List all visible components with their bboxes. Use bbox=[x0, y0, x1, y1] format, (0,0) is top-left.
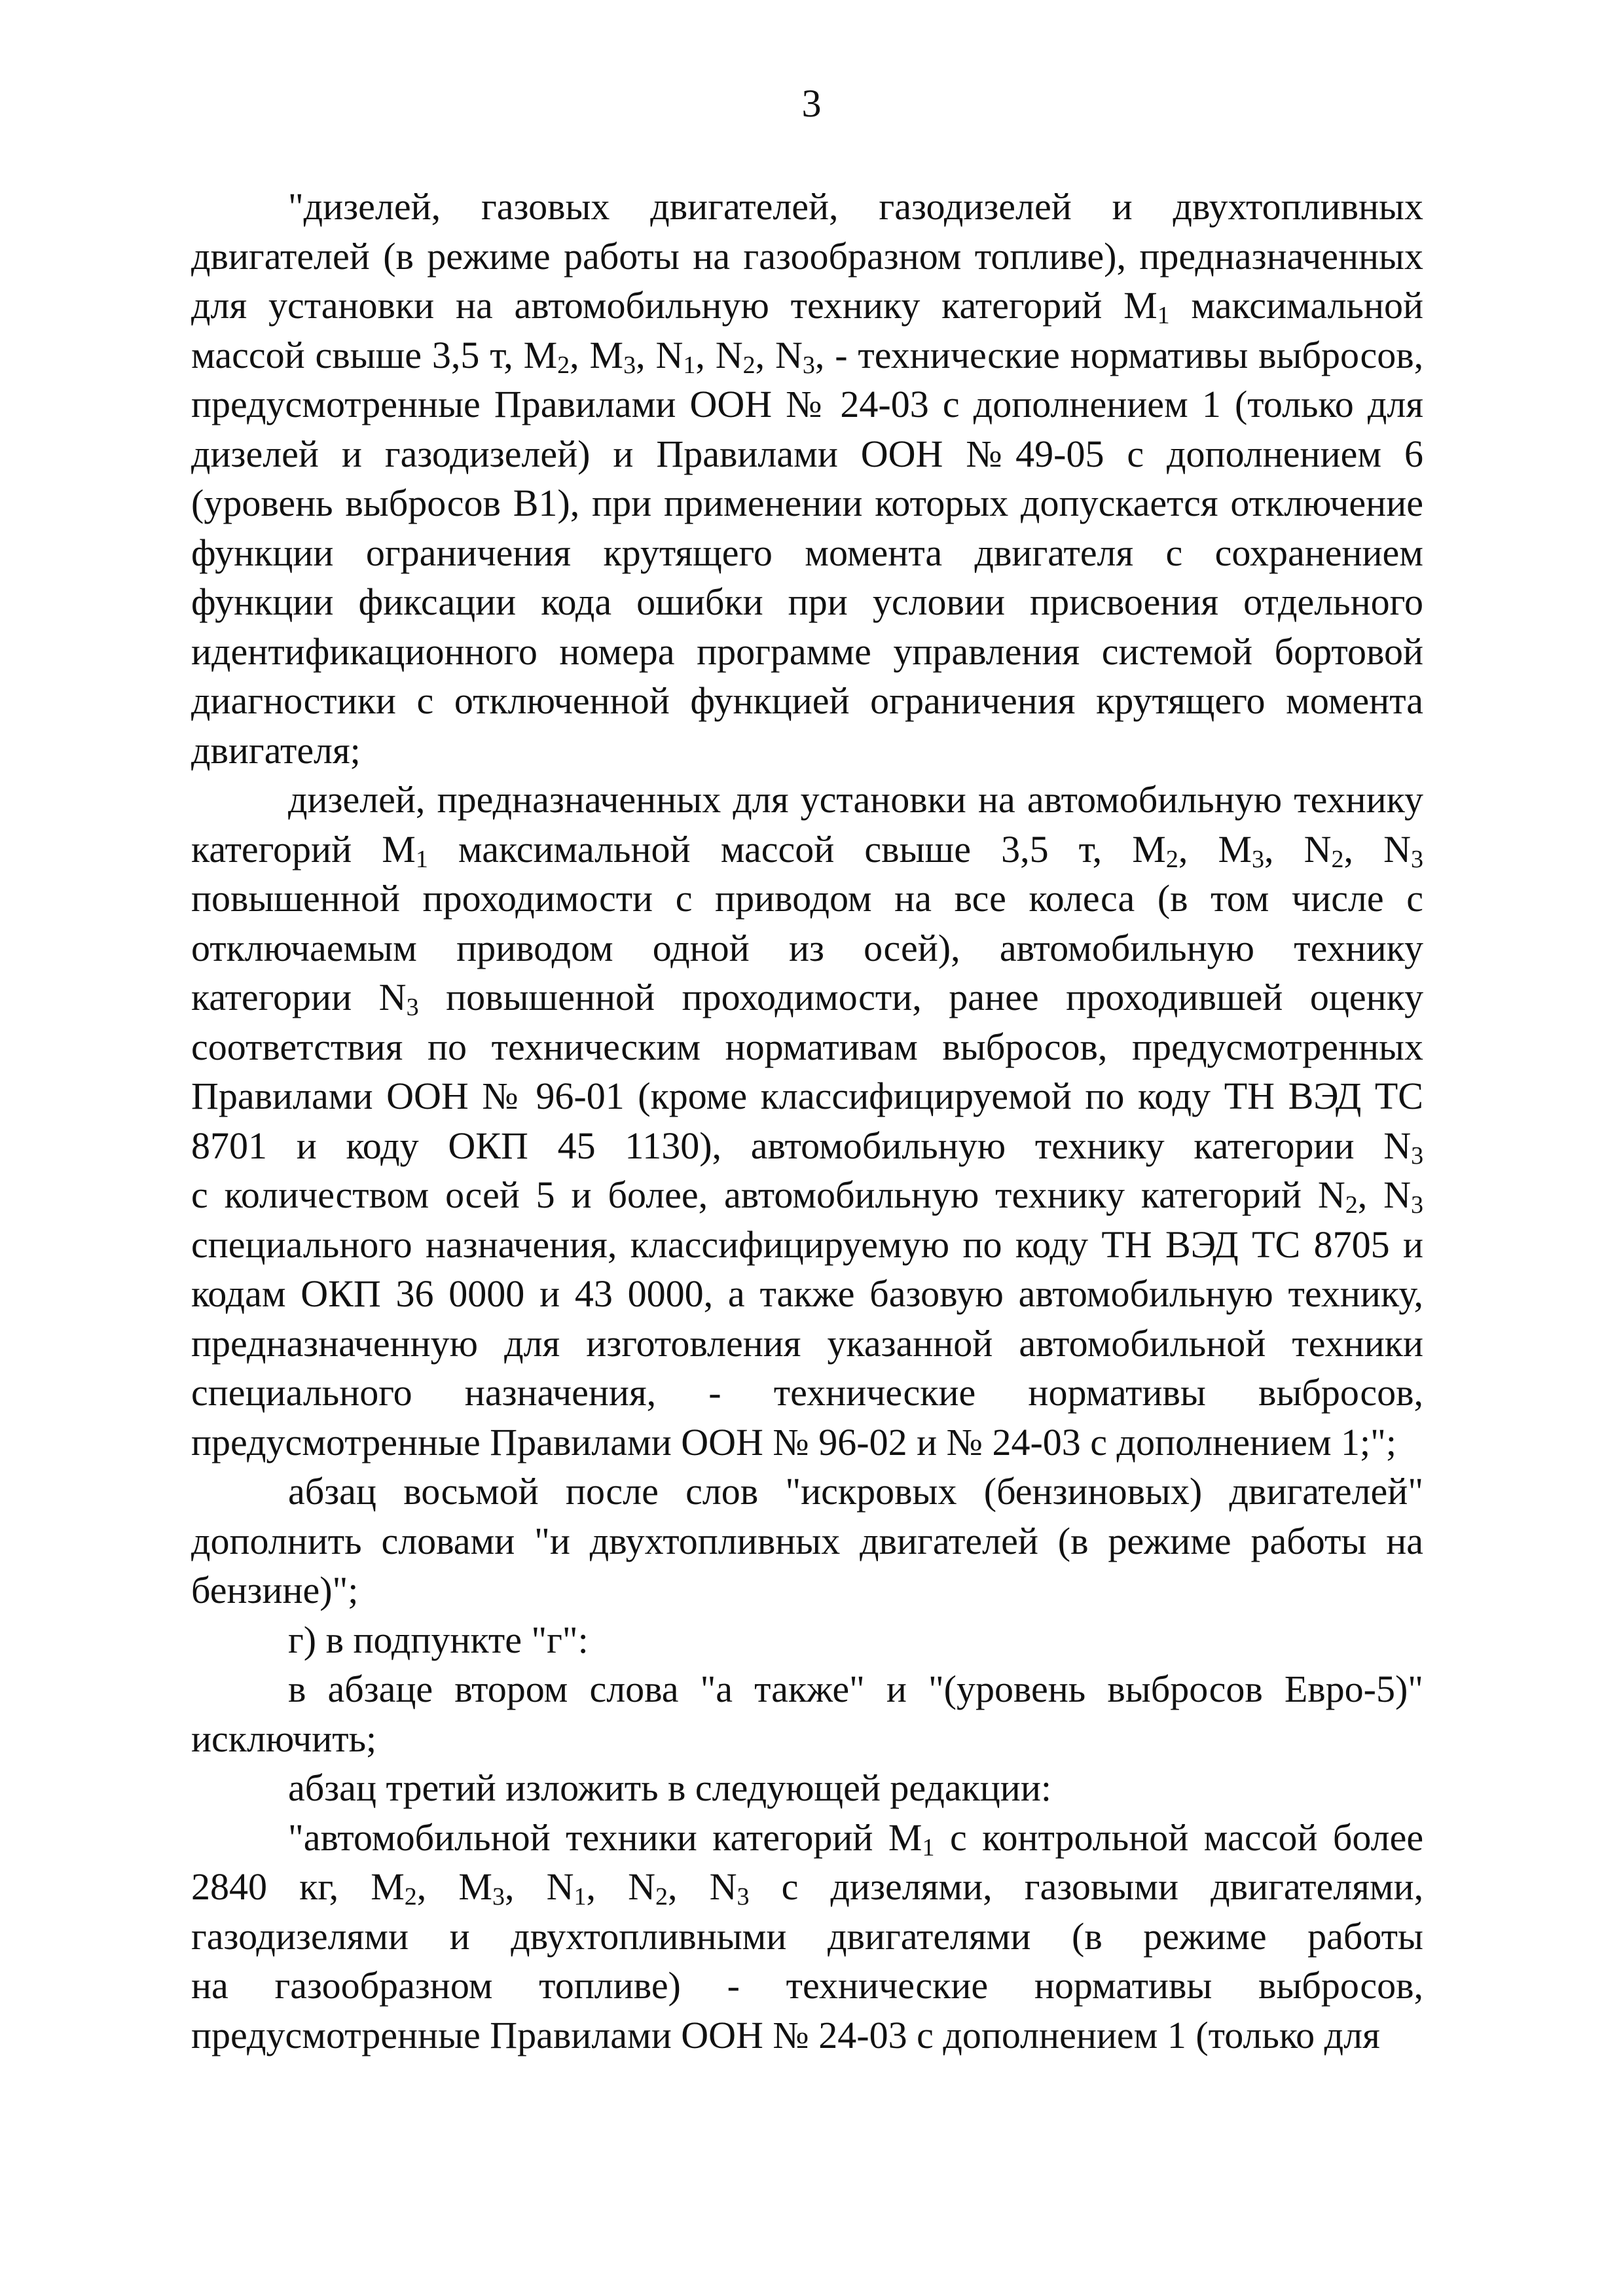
paragraph-line: соответствия по техническим нормативам выбросов, предусмотренных bbox=[191, 1025, 1423, 1068]
paragraph-line: дизелей и газодизелей) и Правилами ООН №49-05 с дополнением 6 bbox=[191, 432, 1423, 475]
paragraph-line: категории $N_3$ повышенной проходимости, ранее проходившей оценку bbox=[191, 976, 1424, 1021]
paragraph-line: двигателей (в режиме работы на газообразном топливе), предназначенных bbox=[191, 234, 1423, 278]
paragraph-line: исключить; bbox=[191, 1717, 377, 1760]
paragraph-line: газодизелями и двухтопливными двигателями (в режиме работы bbox=[191, 1914, 1423, 1958]
paragraph-line: 2840 кг, $M_2$, $M_3$, $N_1$, $N_2$, $N_3$ с дизелями, газовыми двигателями, bbox=[191, 1865, 1424, 1910]
paragraph-line: идентификационного номера программе управления системой бортовой bbox=[191, 630, 1423, 673]
paragraph-line: абзац третий изложить в следующей редакции: bbox=[288, 1767, 1052, 1809]
paragraph bbox=[191, 1615, 1423, 1665]
paragraph-line: г) в подпункте "г": bbox=[288, 1618, 589, 1661]
paragraph bbox=[191, 775, 1423, 1467]
paragraph-line: категорий $M_1$ максимальной массой свыше 3,5 т, $M_2$, $M_3$, $N_2$, $N_3$ bbox=[191, 827, 1424, 873]
page-number: 3 bbox=[801, 82, 822, 125]
paragraph-line: дополнить словами "и двухтопливных двигателей (в режиме работы на bbox=[191, 1519, 1423, 1562]
paragraph-line: абзац восьмой после слов "искровых (бензиновых) двигателей" bbox=[288, 1470, 1423, 1513]
paragraph-line: "дизелей, газовых двигателей, газодизелей и двухтопливных bbox=[288, 185, 1423, 228]
paragraph-line: предусмотренные Правилами ООН № 24-03 с дополнением 1 (только для bbox=[191, 2013, 1380, 2056]
paragraph-line: специального назначения, классифицируемую по коду ТН ВЭД ТС 8705 и bbox=[191, 1223, 1423, 1266]
paragraph-line: повышенной проходимости с приводом на все колеса (в том числе с bbox=[191, 877, 1423, 920]
paragraph-line: функции фиксации кода ошибки при условии присвоения отдельного bbox=[191, 581, 1423, 623]
paragraph bbox=[191, 1467, 1423, 1615]
paragraph-line: "автомобильной техники категорий $M_1$ с контрольной массой более bbox=[288, 1816, 1424, 1861]
paragraph-line: диагностики с отключенной функцией ограничения крутящего момента bbox=[191, 679, 1423, 722]
document-body bbox=[191, 182, 1423, 2060]
paragraph-line: массой свыше 3,5 т, $M_2$, $M_3$, $N_1$, $N_2$, $N_3$, - технические нормативы выбросов, bbox=[191, 333, 1424, 379]
paragraph-line: предусмотренные Правилами ООН № 96-02 и № 24-03 с дополнением 1;"; bbox=[191, 1420, 1396, 1463]
paragraph-line: для установки на автомобильную технику категорий $M_1$ максимальной bbox=[191, 284, 1424, 329]
paragraph-line: на газообразном топливе) - технические нормативы выбросов, bbox=[191, 1964, 1423, 2007]
paragraph-line: бензине)"; bbox=[191, 1569, 359, 1611]
paragraph-line: (уровень выбросов B1), при применении которых допускается отключение bbox=[191, 482, 1423, 524]
paragraph-line: специального назначения, - технические нормативы выбросов, bbox=[191, 1371, 1423, 1414]
paragraph-line: дизелей, предназначенных для установки на автомобильную технику bbox=[288, 778, 1423, 821]
paragraph bbox=[191, 1664, 1423, 1763]
paragraph-line: предназначенную для изготовления указанной автомобильной техники bbox=[191, 1321, 1423, 1365]
paragraph-line: кодам ОКП 36 0000 и 43 0000, а также базовую автомобильную технику, bbox=[191, 1272, 1423, 1315]
paragraph-line: предусмотренные Правилами ООН № 24-03 с дополнением 1 (только для bbox=[191, 383, 1423, 425]
paragraph-line: с количеством осей 5 и более, автомобильную технику категорий $N_2$, $N_3$ bbox=[191, 1174, 1423, 1219]
paragraph-line: в абзаце втором слова "а также" и "(уровень выбросов Евро-5)" bbox=[288, 1668, 1423, 1710]
paragraph-line: отключаемым приводом одной из осей), автомобильную технику bbox=[191, 926, 1423, 969]
paragraph-line: функции ограничения крутящего момента двигателя с сохранением bbox=[191, 531, 1423, 574]
paragraph bbox=[191, 1763, 1423, 1813]
paragraph-line: Правилами ООН № 96-01 (кроме классифицируемой по коду ТН ВЭД ТС bbox=[191, 1075, 1423, 1117]
paragraph-line: двигателя; bbox=[191, 728, 361, 772]
paragraph bbox=[191, 182, 1423, 775]
paragraph bbox=[191, 1813, 1423, 2060]
paragraph-line: 8701 и коду ОКП 45 1130), автомобильную технику категории $N_3$ bbox=[191, 1124, 1424, 1170]
